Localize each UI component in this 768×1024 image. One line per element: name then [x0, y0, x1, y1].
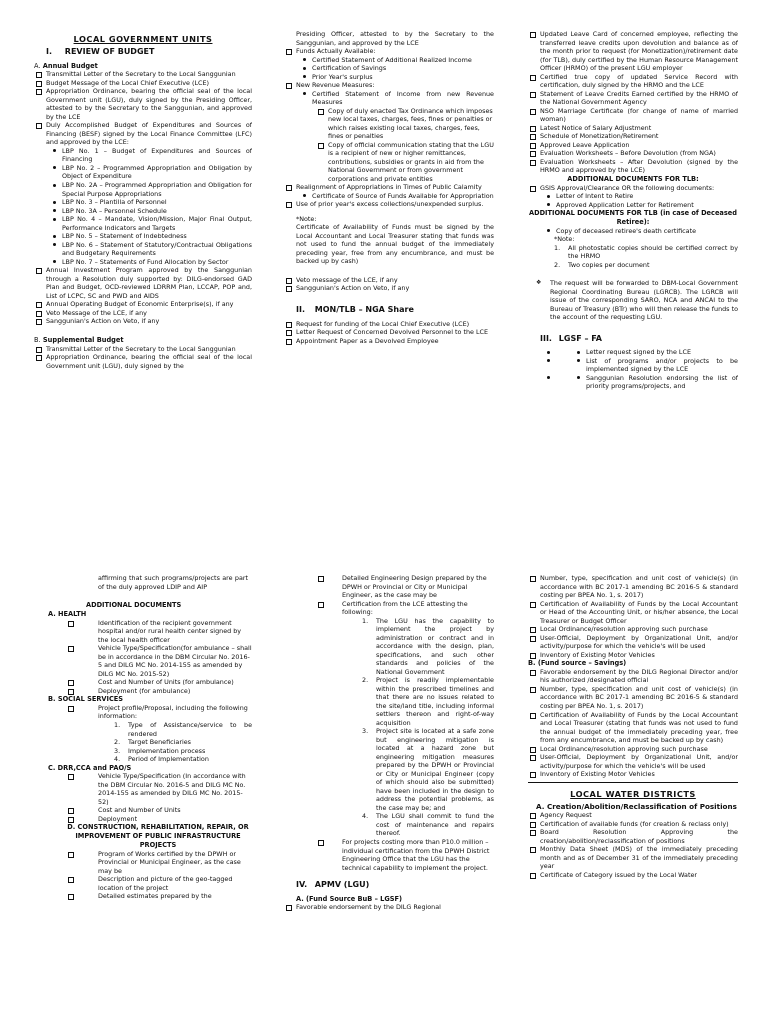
list-item: Updated Leave Card of concerned employee, reflecting the transferred leave credits upon devolution and balance as of the month prior to request (for Monetization)/retirement date (for TLB), duly certified by the Human Resource Management Officer (HRMO) of the present LGU employer — [528, 30, 738, 73]
annual-budget-heading: A. Annual Budget — [34, 61, 98, 70]
list-item: 2. Two copies per document — [554, 260, 650, 269]
list-item: Number, type, specification and unit cost of vehicle(s) (in accordance with BC 2017-1 amending BC 2016-5 & standard costing per BPEA No. 1, s. 2017) — [528, 685, 738, 711]
list-item: Copy of duly enacted Tax Ordinance which imposes new local taxes, charges, fees, fines or penalties or which raises existing local taxes, charges, fees, fines or penalties — [284, 107, 494, 141]
continued-text: affirming that such programs/projects are part of the duly approved LDIP and AIP — [98, 574, 248, 591]
list-item: Use of prior year's excess collections/unexpended surplus. — [284, 200, 494, 209]
water-a-heading: A. Creation/Abolition/Reclassification of Positions — [536, 801, 737, 811]
list-item: Duly Accomplished Budget of Expenditures and Sources of Financing (BESF) signed by the Local Finance Committee (LFC) and approved by the LCE: — [34, 121, 252, 147]
list-item: LBP No. 2 – Programmed Appropriation and Obligation by Object of Expenditure — [34, 164, 252, 181]
list-item: List of programs and/or projects to be implemented signed by the LCE — [528, 357, 738, 374]
list-item: Prior Year's surplus — [284, 73, 494, 82]
list-item: Evaluation Worksheets – Before Devolution (from NGA) — [528, 149, 738, 158]
list-item: Local Ordinance/resolution approving such purchase — [528, 625, 738, 634]
list-item: Detailed estimates prepared by the — [34, 892, 252, 901]
column-3 — [528, 30, 738, 505]
supplemental-budget-heading: B. Supplemental Budget — [34, 335, 124, 344]
list-item: Sanggunian Resolution endorsing the list of priority programs/projects, and — [528, 374, 738, 391]
divider — [528, 782, 738, 783]
list-item: 3. Project site is located at a safe zone but engineering mitigation is located at a hazard zone but engineering mitigation measures prepared by the DPWH or Provincial or City or Municipal Engineer (copy of which should also be submitted) have been included in the design to address the potential problems, as the case may be; and — [362, 727, 494, 812]
list-item: Sanggunian's Action on Veto, if any — [34, 317, 252, 326]
list-item: New Revenue Measures: — [284, 81, 494, 90]
list-item: User-Official, Deployment by Organizational Unit, and/or activity/purpose for which the vehicle's will be used — [528, 753, 738, 770]
health-heading: A. HEALTH — [48, 609, 87, 618]
fund-source-a-heading: A. (Fund Source BuB – LGSF) — [296, 894, 403, 903]
column-5 — [284, 574, 494, 1024]
construction-heading: D. CONSTRUCTION, REHABILITATION, REPAIR, OR IMPROVEMENT OF PUBLIC INFRASTRUCTURE PROJECTS — [67, 823, 249, 849]
water-districts-heading: LOCAL WATER DISTRICTS — [570, 788, 696, 799]
list-item: Favorable endorsement by the DILG Regional — [284, 903, 494, 912]
list-item: 1. The LGU has the capability to implement the project by administration or contract and in accordance with the design, plan, specifications, and such other standards and policies of the National Government — [362, 616, 494, 676]
note-text: Certificate of Availability of Funds must be signed by the Local Accountant and Local Treasurer stating that funds was not used to fund the annual budget of the immediately preceding year, free from any encumbrance, and must be backed up by cash) — [296, 223, 494, 266]
column-1 — [34, 34, 252, 504]
list-item: Favorable endorsement by the DILG Regional Director and/or his authorized /designated official — [528, 668, 738, 685]
note-label: *Note: — [554, 235, 575, 244]
list-item: 2. Target Beneficiaries — [114, 738, 191, 747]
list-item: Appropriation Ordinance, bearing the official seal of the local Government unit (LGU), duly signed by the Presiding Officer, attested to by the Secretary to the Sanggunian, and approved by the LCE — [34, 87, 252, 121]
list-item: Veto Message of the LCE, if any — [34, 309, 252, 318]
list-item: Realignment of Appropriations in Times of Public Calamity — [284, 183, 494, 192]
list-item: Certification of Availability of Funds by the Local Accountant and Local Treasurer (stating that funds was not used to fund the annual budget of the immediately preceding year, free from any encumbrance, and must be backed up by cash) — [528, 711, 738, 745]
list-item: 4. The LGU shall commit to fund the cost of maintenance and repairs thereof. — [362, 812, 494, 838]
list-item: Certificate of Source of Funds Available for Appropriation — [284, 192, 494, 201]
list-item: LBP No. 3A – Personnel Schedule — [34, 207, 252, 216]
list-item: User-Official, Deployment by Organizational Unit, and/or activity/purpose for which the vehicle's will be used — [528, 634, 738, 651]
list-item: Letter Request of Concerned Devolved Personnel to the LCE — [284, 328, 494, 337]
list-item: Approved Application Letter for Retirement — [528, 201, 738, 210]
section-4-heading: IV. APMV (LGU) — [296, 880, 370, 890]
list-item: Letter request signed by the LCE — [528, 348, 738, 357]
list-item: Request for funding of the Local Chief Executive (LCE) — [284, 320, 494, 329]
list-item: Monthly Data Sheet (MDS) of the immediately preceding month and as of December 31 of the immediately preceding year — [528, 845, 738, 871]
list-item: Detailed Engineering Design prepared by the DPWH or Provincial or City or Municipal Engineer, as the case may be — [284, 574, 494, 600]
list-item: 3. Implementation process — [114, 746, 206, 755]
section-1-heading: I. REVIEW OF BUDGET — [46, 46, 155, 56]
list-item: Local Ordinance/resolution approving such purchase — [528, 745, 738, 754]
list-item: Inventory of Existing Motor Vehicles — [528, 770, 738, 779]
list-item: LBP No. 4 – Mandate, Vision/Mission, Major Final Output, Performance Indicators and Targets — [34, 215, 252, 232]
list-item: Deployment — [34, 815, 252, 824]
list-item: Annual Operating Budget of Economic Enterprise(s), if any — [34, 300, 252, 309]
list-item: Project profile/Proposal, including the following information: — [34, 704, 252, 721]
list-item: Board Resolution Approving the creation/abolition/reclassification of positions — [528, 828, 738, 845]
list-item: Certified true copy of updated Service Record with certification, duly signed by the HRMO and the LCE — [528, 73, 738, 90]
list-item: Agency Request — [528, 811, 738, 820]
forwarding-note: ❖ The request will be forwarded to DBM-Local Government Regional Coordinating Bureau (LGRCB). The LGRCB will issue of the corresponding SARO, NCA and ANCAI to the Bureau of Treasury (BTr) who will then release the funds to the account of the requesting LGU. — [528, 279, 738, 322]
list-item: Deployment (for ambulance) — [34, 687, 252, 696]
list-item: Inventory of Existing Motor Vehicles — [528, 651, 738, 660]
section-2-heading: II. MON/TLB – NGA Share — [296, 304, 414, 314]
list-item: Appropriation Ordinance, bearing the official seal of the local Government unit (LGU), duly signed by the — [34, 353, 252, 370]
note-label: *Note: — [296, 214, 317, 223]
list-item: GSIS Approval/Clearance OR the following documents: — [528, 184, 738, 193]
list-item: Certification of Savings — [284, 64, 494, 73]
section-3-heading: III. LGSF – FA — [540, 333, 602, 343]
column-2 — [284, 30, 494, 500]
list-item: LBP No. 7 – Statements of Fund Allocation by Sector — [34, 258, 252, 267]
list-item: Transmittal Letter of the Secretary to the Local Sanggunian — [34, 70, 252, 79]
drr-heading: C. DRR,CCA and PAO/S — [48, 763, 132, 772]
list-item: For projects costing more than P10.0 million – individual certification from the DPWH District Engineering Office that the LGU has the technical capability to implement the project. — [284, 838, 494, 872]
column-4 — [34, 574, 252, 1024]
list-item: Annual Investment Program approved by the Sanggunian through a Resolution duly supported by: DILG-endorsed GAD Plan and Budget, OCD-reviewed LDRRM Plan, LCCAP, POP and, List of LCPC, SC and PWD and AIDS — [34, 266, 252, 300]
list-item: Program of Works certified by the DPWH or Provincial or Municipal Engineer, as the case may be — [34, 850, 252, 876]
fund-source-b-heading: B. (Fund source – Savings) — [528, 659, 627, 668]
list-item: LBP No. 2A – Programmed Appropriation and Obligation for Special Purpose Appropriations — [34, 181, 252, 198]
list-item: NSO Marriage Certificate (for change of name of married woman) — [528, 107, 738, 124]
list-item: Certification of available funds (for creation & reclass only) — [528, 820, 738, 829]
list-item: Budget Message of the Local Chief Executive (LCE) — [34, 79, 252, 88]
list-item: Certified Statement of Additional Realized Income — [284, 56, 494, 65]
list-item: Copy of official communication stating that the LGU is a recipient of new or higher remittances, contributions, subsidies or grants in aid from the National Government or from government corporations and private entities — [284, 141, 494, 184]
list-item: LBP No. 6 – Statement of Statutory/Contractual Obligations and Budgetary Requirements — [34, 241, 252, 258]
list-item: LBP No. 1 – Budget of Expenditures and Sources of Financing — [34, 147, 252, 164]
list-item: Vehicle Type/Specification (In accordance with the DBM Circular No. 2016-5 and DILG MC No. 2014-155 as amended by DILG MC No. 2015-52) — [34, 772, 252, 806]
list-item: 4. Period of Implementation — [114, 755, 209, 764]
list-item: Certified Statement of Income from new Revenue Measures — [284, 90, 494, 107]
list-item: Number, type, specification and unit cost of vehicle(s) (in accordance with BC 2017-1 amending BC 2016-5 & standard costing per BPEA No. 1, s. 2017) — [528, 574, 738, 600]
list-item: Certificate of Category issued by the Local Water — [528, 871, 738, 880]
list-item: Description and picture of the geo-tagged location of the project — [34, 875, 252, 892]
list-item: 1. Type of Assistance/service to be rendered — [114, 721, 252, 738]
list-item: LBP No. 5 – Statement of Indebtedness — [34, 232, 252, 241]
additional-docs-deceased-heading: ADDITIONAL DOCUMENTS FOR TLB (in case of Deceased Retiree): — [529, 209, 737, 226]
list-item: LBP No. 3 – Plantilla of Personnel — [34, 198, 252, 207]
list-item: Veto message of the LCE, if any — [284, 276, 494, 285]
list-item: Identification of the recipient government hospital and/or rural health center signed by the local health officer — [34, 619, 252, 645]
list-item: Cost and Number of Units (for ambulance) — [34, 678, 252, 687]
list-item: 1. All photostatic copies should be certified correct by the HRMO — [554, 243, 738, 261]
continued-text: Presiding Officer, attested to by the Secretary to the Sanggunian, and approved by the LCE — [296, 30, 494, 47]
list-item: Approved Leave Application — [528, 141, 738, 150]
lgu-heading: LOCAL GOVERNMENT UNITS — [73, 34, 213, 44]
list-item: Statement of Leave Credits Earned certified by the HRMO of the National Government Agency — [528, 90, 738, 107]
list-item: Certification from the LCE attesting the following: — [284, 600, 494, 617]
list-item: Evaluation Worksheets – After Devolution (signed by the HRMO and approved by the LCE) — [528, 158, 738, 175]
list-item: Funds Actually Available: — [284, 47, 494, 56]
additional-docs-tlb-heading: ADDITIONAL DOCUMENTS FOR TLB: — [567, 174, 699, 183]
list-item: Latest Notice of Salary Adjustment — [528, 124, 738, 133]
social-services-heading: B. SOCIAL SERVICES — [48, 695, 124, 704]
additional-documents-heading: ADDITIONAL DOCUMENTS — [86, 601, 182, 610]
list-item: Cost and Number of Units — [34, 806, 252, 815]
list-item: 2. Project is readily implementable within the prescribed timelines and that there are no issues related to the site/land title, including informal settlers thereon and right-of-way acquisition — [362, 676, 494, 727]
list-item: Appointment Paper as a Devolved Employee — [284, 337, 494, 346]
list-item: Copy of deceased retiree's death certificate — [528, 227, 738, 236]
list-item: Certification of Availability of Funds by the Local Accountant or Head of the Accounting Unit, or his/her absence, the Local Treasurer or Budget Officer — [528, 600, 738, 626]
column-6 — [528, 574, 738, 1024]
list-item: Schedule of Monetization/Retirement — [528, 132, 738, 141]
list-item: Transmittal Letter of the Secretary to the Local Sanggunian — [34, 345, 252, 354]
list-item: Vehicle Type/Specification(for ambulance – shall be in accordance in the DBM Circular No. 2016-5 and DILG MC No. 2014-155 as amended by DILG MC No. 2015-52) — [34, 644, 252, 678]
list-item: Letter of Intent to Retire — [528, 192, 738, 201]
list-item: Sanggunian's Action on Veto, if any — [284, 284, 494, 293]
